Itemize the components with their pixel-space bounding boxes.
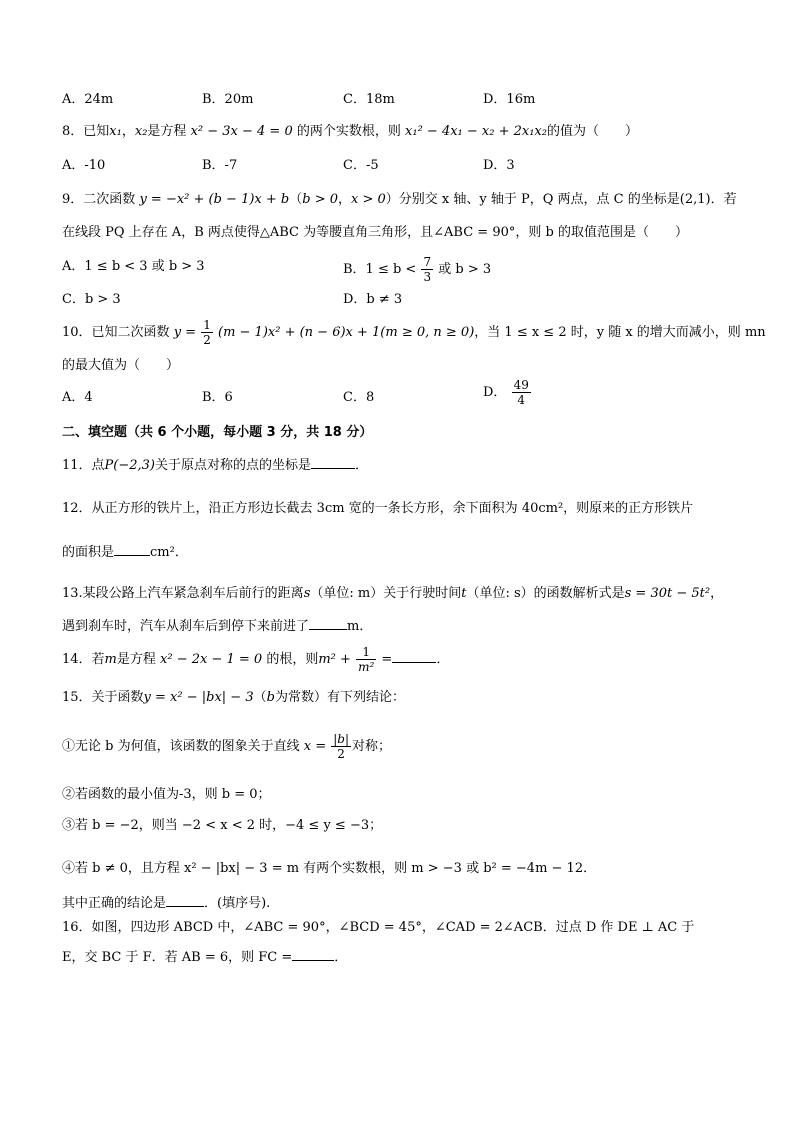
q10-option-b: B．6 [202, 390, 233, 405]
q8-option-a: A．-10 [62, 158, 106, 173]
fraction-denominator: 2 [337, 747, 345, 761]
q9-coordinate: (2,1) [679, 192, 711, 207]
q14-answer-blank[interactable] [392, 648, 436, 663]
q16-text: E，交 BC 于 F．若 AB = 6，则 FC = [62, 950, 293, 965]
q13-text: （单位: m）关于行驶时间 [310, 586, 462, 601]
q15-text: 15．关于函数 [62, 690, 144, 705]
q14-m: m [104, 652, 117, 667]
q13-text: m． [347, 619, 373, 634]
q15-text: 对称； [352, 739, 392, 754]
q9-condition-b: b > 0 [302, 192, 339, 207]
q9-options-row1 [62, 255, 752, 287]
q8-number: 8． [62, 124, 84, 139]
q10-option-d-text: D． [483, 385, 507, 400]
q7-option-b: B．20m [202, 92, 254, 107]
q15-text: 其中正确的结论是 [62, 896, 167, 911]
q10-stem-line2: 的最大值为（ ） [62, 358, 180, 373]
q15-text: 为常数）有下列结论： [274, 690, 405, 705]
q9-text: ．若 [710, 192, 737, 207]
fraction-numerator: 7 [423, 255, 432, 269]
q14-text: 是方程 [116, 652, 156, 667]
q15-text: ①无论 b 为何值，该函数的图象关于直线 [62, 739, 300, 754]
q12-text: cm²． [150, 545, 188, 560]
q9-text: （ [289, 192, 303, 207]
q10-option-d-fraction [512, 378, 531, 407]
q16-answer-blank[interactable] [292, 946, 334, 961]
q9-text: ）分别交 x 轴、y 轴于 P，Q 两点，点 C 的坐标是 [385, 192, 680, 207]
q15-stem [62, 688, 405, 708]
section-2-heading: 二、填空题（共 6 个小题，每小题 3 分，共 18 分） [62, 425, 373, 440]
q11-text: 11．点 [62, 458, 105, 473]
q10-option-a: A．4 [62, 390, 93, 405]
q12-text: 的面积是 [62, 545, 115, 560]
q13-equation: s = 30t − 5t² [624, 586, 711, 601]
q9-option-c: C．b > 3 [62, 292, 121, 307]
q15-text: （ [253, 690, 267, 705]
q14-text: 的根，则 [266, 652, 319, 667]
fraction-denominator: 4 [517, 393, 526, 407]
q10-number: 10． [62, 325, 92, 340]
q8-x1: x₁ [109, 124, 122, 139]
q11-point: P(−2,3) [104, 458, 156, 473]
q13-text: 遇到刹车时，汽车从刹车后到停下来前进了 [62, 619, 310, 634]
q9-number: 9． [62, 192, 84, 207]
fraction-numerator: 1 [203, 318, 211, 332]
q9-text: 二次函数 [83, 192, 136, 207]
q14-text: ． [436, 652, 450, 667]
q12-stem-line2 [62, 541, 188, 563]
q9-option-b-text: B．1 ≤ b < [343, 262, 417, 277]
q13-stem-line1 [62, 584, 723, 604]
q8-option-d: D．3 [483, 158, 515, 173]
q8-stem [62, 122, 638, 142]
q15-answer-blank[interactable] [166, 892, 204, 907]
q14-fraction [356, 645, 376, 674]
q13-text: 13.某段公路上汽车紧急刹车后前行的距离 [62, 586, 304, 601]
q16-stem-line1: 16．如图，四边形 ABCD 中，∠ABC = 90°，∠BCD = 45°，∠CAD = 2∠ACB．过点 D 作 DE ⊥ AC 于 [62, 920, 695, 935]
q15-conclusion-2: ②若函数的最小值为-3，则 b = 0； [62, 787, 271, 802]
q9-function: y = −x² + (b − 1)x + b [139, 192, 290, 207]
q10-stem-line1 [62, 318, 766, 347]
q15-conclusion-1 [62, 732, 391, 768]
q9-option-a: A．1 ≤ b < 3 或 b > 3 [62, 259, 205, 274]
q16-stem-line2 [62, 946, 347, 968]
q9-condition-x: x > 0 [351, 192, 386, 207]
q16-text: ． [334, 950, 348, 965]
q9-option-b-text: 或 b > 3 [438, 262, 492, 277]
q8-text: ， [121, 124, 135, 139]
q13-text: ， [710, 586, 724, 601]
q14-text: 14．若 [62, 652, 105, 667]
q7-option-c: C．18m [343, 92, 395, 107]
q9-option-b [343, 255, 491, 284]
q15-x: x = [303, 739, 327, 754]
q15-b: b [266, 690, 275, 705]
q7-options [62, 90, 752, 112]
q8-x2: x₂ [134, 124, 148, 139]
q8-option-c: C．-5 [343, 158, 379, 173]
q8-equation: x² − 3x − 4 = 0 [190, 124, 293, 139]
q14-text: = [381, 652, 393, 667]
fraction-numerator: 49 [513, 378, 529, 392]
q11-text: ． [355, 458, 369, 473]
q8-options [62, 156, 752, 178]
q12-stem-line1: 12．从正方形的铁片上，沿正方形边长截去 3cm 宽的一条长方形，余下面积为 40cm²，则原来的正方形铁片 [62, 501, 694, 516]
q8-text: 是方程 [147, 124, 187, 139]
q10-text: ，当 1 ≤ x ≤ 2 时，y 随 x 的增大而减小，则 mn [474, 325, 766, 340]
q9-stem-line2: 在线段 PQ 上存在 A，B 两点使得△ABC 为等腰直角三角形，且∠ABC = 90°，则 b 的取值范围是（ ） [62, 225, 688, 240]
q15-text: ．(填序号). [204, 896, 271, 911]
q14-m-squared: m² + [318, 652, 351, 667]
q15-function: y = x² − |bx| − 3 [143, 690, 254, 705]
q9-option-b-fraction [421, 255, 433, 284]
q11-stem [62, 454, 368, 476]
q10-expression: (m − 1)x² + (n − 6)x + 1(m ≥ 0, n ≥ 0) [218, 325, 475, 340]
q10-fraction [201, 318, 213, 347]
q8-text: 的值为（ ） [546, 124, 638, 139]
q8-expression: x₁² − 4x₁ − x₂ + 2x₁x₂ [405, 124, 547, 139]
q11-text: 关于原点对称的点的坐标是 [155, 458, 312, 473]
q10-option-d [483, 378, 532, 407]
fraction-denominator: 3 [423, 270, 432, 284]
q15-fraction [331, 732, 351, 761]
q12-answer-blank[interactable] [114, 541, 150, 556]
q7-option-a: A．24m [62, 92, 114, 107]
q13-answer-blank[interactable] [309, 615, 347, 630]
q9-options-row2 [62, 290, 752, 312]
q14-equation: x² − 2x − 1 = 0 [160, 652, 263, 667]
q10-option-c: C．8 [343, 390, 375, 405]
q13-text: （单位: s）的函数解析式是 [466, 586, 625, 601]
q7-option-d: D．16m [483, 92, 536, 107]
q9-text: ， [338, 192, 352, 207]
q14-stem [62, 645, 449, 677]
q13-stem-line2 [62, 615, 372, 637]
q13-s: s [303, 586, 311, 601]
q10-text: 已知二次函数 [91, 325, 170, 340]
q8-option-b: B．-7 [202, 158, 238, 173]
q15-conclusion-3: ③若 b = −2，则当 −2 < x < 2 时，−4 ≤ y ≤ −3； [62, 818, 383, 833]
q10-y: y = [173, 325, 197, 340]
fraction-denominator: 2 [203, 333, 211, 347]
q8-text: 的两个实数根，则 [296, 124, 401, 139]
q9-stem-line1 [62, 190, 737, 210]
q8-text: 已知 [83, 124, 110, 139]
q11-answer-blank[interactable] [311, 454, 355, 469]
fraction-numerator: |b| [333, 732, 350, 746]
q15-conclusion-4: ④若 b ≠ 0，且方程 x² − |bx| − 3 = m 有两个实数根，则 m > −3 或 b² = −4m − 12． [62, 861, 597, 876]
q9-option-d: D．b ≠ 3 [343, 292, 403, 307]
fraction-denominator: m² [358, 660, 375, 674]
fraction-numerator: 1 [356, 645, 376, 660]
q15-answer-line [62, 892, 270, 914]
q10-options [62, 378, 752, 418]
q13-t: t [461, 586, 467, 601]
